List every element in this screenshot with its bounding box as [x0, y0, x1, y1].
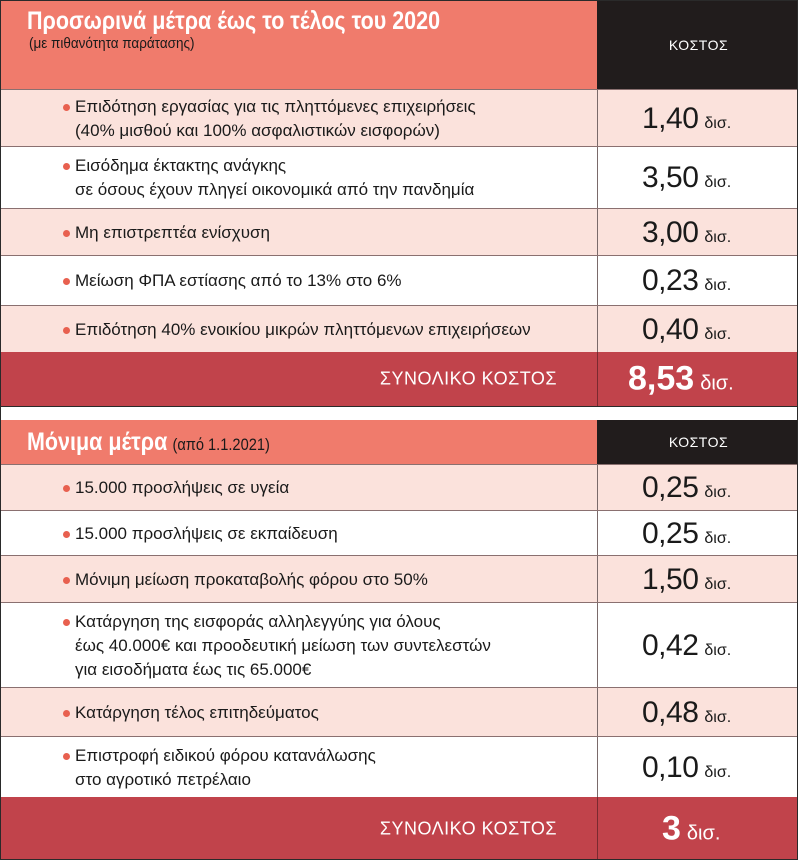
section2-total-value: 3 δισ.: [662, 809, 721, 848]
section1-subtitle: (με πιθανότητα παράτασης): [29, 35, 195, 52]
section1-header: [1, 1, 798, 89]
section1-cost-header-label: ΚΟΣΤΟΣ: [668, 37, 729, 53]
table-row: [1, 305, 798, 353]
section2-total-row: [1, 797, 798, 860]
row-cost: 0,48 δισ.: [642, 695, 732, 729]
bullet-icon: [63, 619, 70, 626]
section2-total-label: ΣΥΝΟΛΙΚΟ ΚΟΣΤΟΣ: [379, 818, 557, 839]
table-row: [1, 464, 798, 511]
row-cost: 0,23 δισ.: [642, 264, 732, 297]
table-row: [1, 687, 798, 737]
table-row: [1, 555, 798, 603]
table-row: [1, 510, 798, 556]
row-cost: 1,40 δισ.: [642, 101, 732, 135]
bullet-icon: [63, 278, 70, 285]
row-cost: 3,00 δισ.: [642, 215, 732, 249]
row-description: Κατάργηση τέλος επιτηδεύματος: [75, 702, 319, 722]
section1-title: Προσωρινά μέτρα έως το τέλος του 2020: [27, 7, 441, 35]
row-description: 15.000 προσλήψεις σε εκπαίδευση: [75, 523, 338, 543]
section1-total-value: 8,53 δισ.: [628, 359, 734, 398]
row-description: Κατάργηση της εισφοράς αλληλεγγύης για όλους έως 40.000€ και προοδευτική μείωση των συντελεστών για εισοδήματα έως τις 65.000€: [75, 611, 491, 679]
row-description: 15.000 προσλήψεις σε υγεία: [75, 478, 290, 497]
row-cost: 0,25 δισ.: [642, 516, 732, 550]
section1-header-label: [1, 1, 597, 89]
section2-cost-header: [597, 420, 798, 464]
row-description: Επιδότηση 40% ενοικίου μικρών πληττόμενων επιχειρήσεων: [75, 319, 531, 339]
row-cost: 1,50 δισ.: [642, 562, 732, 596]
section1-total-row: [1, 352, 798, 406]
table-row: [1, 255, 798, 306]
bullet-icon: [63, 230, 70, 237]
bullet-icon: [63, 327, 70, 334]
section-divider: [1, 406, 798, 421]
bullet-icon: [63, 577, 70, 584]
row-cost: 0,40 δισ.: [642, 312, 732, 346]
row-cost: 3,50 δισ.: [642, 161, 732, 194]
table-row: [1, 208, 798, 256]
row-description: Επιδότηση εργασίας για τις πληττόμενες επιχειρήσεις (40% μισθού και 100% ασφαλιστικών εισφορών): [75, 96, 476, 140]
bullet-icon: [63, 485, 70, 492]
row-description: Μείωση ΦΠΑ εστίασης από το 13% στο 6%: [75, 271, 402, 290]
row-description: Επιστροφή ειδικού φόρου κατανάλωσης στο αγροτικό πετρέλαιο: [75, 745, 376, 789]
row-description: Μη επιστρεπτέα ενίσχυση: [75, 222, 270, 242]
bullet-icon: [63, 753, 70, 760]
table-row: [1, 146, 798, 209]
row-description: Μόνιμη μείωση προκαταβολής φόρου στο 50%: [75, 569, 428, 589]
section2-title: Μόνιμα μέτρα (από 1.1.2021): [27, 428, 270, 456]
section1-cost-header: [597, 1, 798, 89]
bullet-icon: [63, 710, 70, 717]
bullet-icon: [63, 163, 70, 170]
row-cost: 0,10 δισ.: [642, 750, 732, 784]
table-row: [1, 736, 798, 798]
section2-header: [1, 420, 798, 464]
table-row: [1, 602, 798, 688]
bullet-icon: [63, 104, 70, 111]
row-cost: 0,25 δισ.: [642, 471, 732, 504]
row-cost: 0,42 δισ.: [642, 628, 732, 662]
section2-cost-header-label: ΚΟΣΤΟΣ: [668, 434, 729, 450]
table-row: [1, 89, 798, 147]
bullet-icon: [63, 531, 70, 538]
row-description: Εισόδημα έκτακτης ανάγκης σε όσους έχουν πληγεί οικονομικά από την πανδημία: [75, 156, 475, 199]
section1-total-label: ΣΥΝΟΛΙΚΟ ΚΟΣΤΟΣ: [379, 368, 557, 389]
